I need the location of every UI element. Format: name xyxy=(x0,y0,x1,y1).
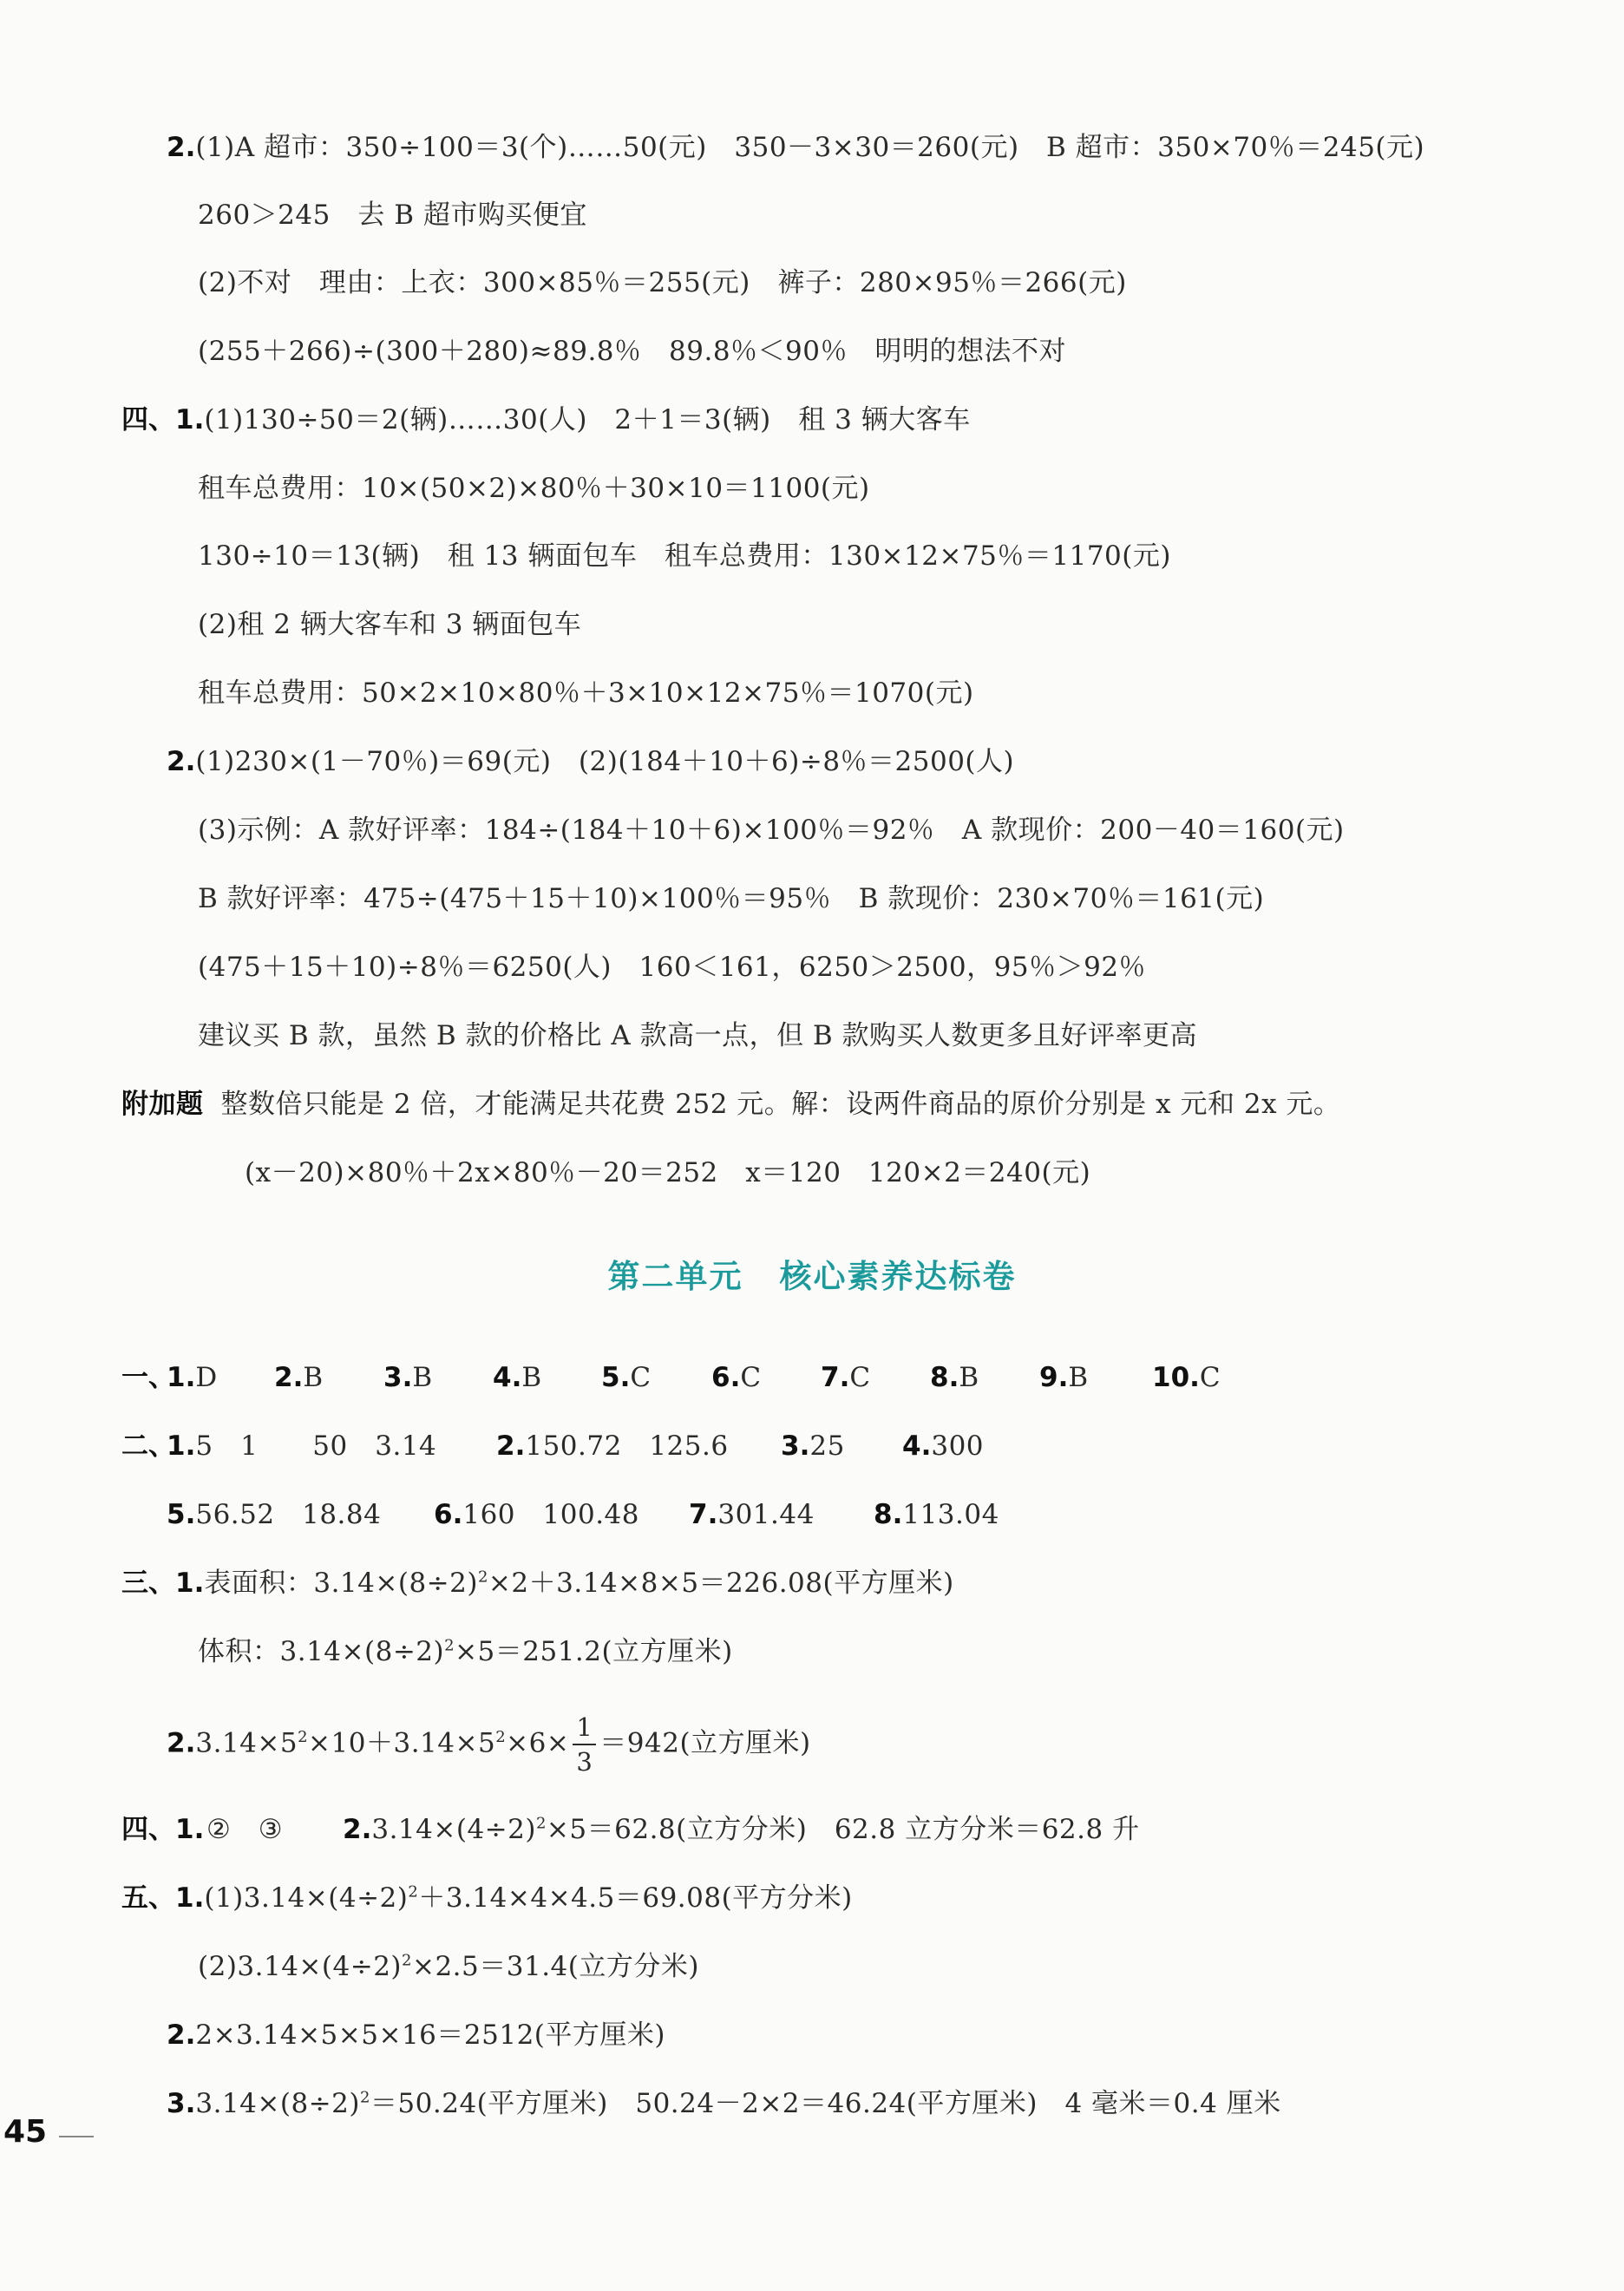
line-5-1-a: 五、$1.(1)3.14\times(4\div 2)^2+3.14\times 4\times 4.5=69.08$(平方分米) xyxy=(121,1882,853,1914)
fill-item: 7.301.44 xyxy=(689,1499,815,1530)
fill-item: 5.56.52 18.84 xyxy=(167,1499,382,1530)
section-tag: 一、 xyxy=(121,1362,175,1393)
mc-item: 3.B xyxy=(383,1362,433,1393)
fill-item: 3.25 xyxy=(781,1430,845,1462)
question-number: 四、1. xyxy=(121,1814,205,1845)
answer-text: (255＋266)÷(300＋280)≈89.8％ 89.8％＜90％ 明明的想法不对 xyxy=(198,336,1066,367)
answer-text: 租车总费用：50×2×10×80％＋3×10×12×75％＝1070(元) xyxy=(198,677,974,709)
line-4-2-b xyxy=(198,880,1264,918)
answer-text: (2)租 2 辆大客车和 3 辆面包车 xyxy=(198,609,582,640)
mc-item: 10.C xyxy=(1152,1362,1221,1393)
bonus-label: 附加题 xyxy=(121,1089,204,1120)
mc-item: 2.B xyxy=(274,1362,324,1393)
answer-text: 建议买 B 款，虽然 B 款的价格比 A 款高一点，但 B 款购买人数更多且好评率更高 xyxy=(198,1020,1198,1051)
answer-text: (x－20)×80％＋2x×80％－20＝252 x＝120 120×2＝240(元) xyxy=(245,1157,1091,1188)
answer-text: (1)130÷50＝2(辆)……30(人) 2＋1＝3(辆) 租 3 辆大客车 xyxy=(204,404,971,435)
fill-item: 8.113.04 xyxy=(874,1499,999,1530)
line-4-2-compare xyxy=(198,948,1146,986)
mc-item: 7.C xyxy=(821,1362,871,1393)
line-5-1-b: $(2)3.14\times(4\div 2)^2\times 2.5=31.4$(立方分米) xyxy=(198,1951,699,1982)
line-5-3: $3.3.14\times(8\div 2)^2=50.24$(平方厘米) 50.24－2×2＝46.24(平方厘米) 4 毫米＝0.4 厘米 xyxy=(167,2088,1281,2119)
question-number: 四、1. xyxy=(121,404,205,435)
line-3-1-area: 三、1.表面积：$3.14\times(8\div 2)^2\times 2+3.14\times 8\times 5=226.08$(平方厘米) xyxy=(121,1568,954,1599)
line-4-1-cost2 xyxy=(198,674,974,712)
line-2-1-cont xyxy=(198,196,587,234)
fill-item: 1.5 1 50 3.14 xyxy=(167,1430,437,1462)
answer-text: ② ③ xyxy=(206,1814,284,1845)
mc-item: 4.B xyxy=(493,1362,542,1393)
line-3-1-volume: 体积：$3.14\times(8\div 2)^2\times 5=251.2$(立方厘米) xyxy=(198,1636,733,1667)
line-4-1 xyxy=(121,401,971,439)
line-4-2 xyxy=(167,743,1014,781)
question-number: 2. xyxy=(167,746,196,777)
line-3-2: $2.3.14\times 5^2\times 10+3.14\times 5^2\times 6\times$ $\frac{1}{3}$ ＝942(立方厘米) xyxy=(167,1712,811,1777)
line-4-1-cost1 xyxy=(198,469,870,507)
question-number: 2. xyxy=(167,1727,196,1759)
line-4-2-a xyxy=(198,811,1345,849)
test-name: 核心素养达标卷 xyxy=(779,1258,1017,1295)
fraction-one-third: $\frac{1}{3}$ xyxy=(573,1711,596,1778)
section-tag: 二、 xyxy=(121,1430,175,1462)
fill-item: 6.160 100.48 xyxy=(434,1499,639,1530)
answer-text: 租车总费用：10×(50×2)×80％＋30×10＝1100(元) xyxy=(198,473,870,504)
line-bonus xyxy=(121,1085,1340,1123)
unit-name: 第二单元 xyxy=(607,1258,743,1295)
q2-answer: $2.3.14\times(4\div 2)^2\times 5=62.8$(立方分米) 62.8 立方分米＝62.8 升 xyxy=(343,1814,1140,1845)
page-number: 45 xyxy=(3,2114,48,2150)
answer-text: 整数倍只能是 2 倍，才能满足共花费 252 元。解：设两件商品的原价分别是 x 元和 2x 元。 xyxy=(220,1089,1341,1120)
line-4-1-vans xyxy=(198,537,1171,575)
mc-item: 1.D xyxy=(167,1362,218,1393)
answer-text: B 款好评率：475÷(475＋15＋10)×100％＝95％ B 款现价：230×70％＝161(元) xyxy=(198,883,1265,914)
question-number: 2. xyxy=(167,132,196,163)
line-4-1-part2 xyxy=(198,605,581,644)
question-number: 2. xyxy=(167,2019,196,2051)
answer-text: 130÷10＝13(辆) 租 13 辆面包车 租车总费用：130×12×75％＝1170(元) xyxy=(198,540,1171,572)
answer-text: (1)A 超市：350÷100＝3(个)……50(元) 350－3×30＝260(元) B 超市：350×70％＝245(元) xyxy=(195,132,1425,163)
question-number: 五、1. xyxy=(121,1882,205,1914)
question-number: 三、1. xyxy=(121,1568,205,1599)
mc-item: 6.C xyxy=(711,1362,762,1393)
line-2-2-cont xyxy=(198,332,1066,370)
section-title xyxy=(0,1250,1624,1297)
mc-item: 9.B xyxy=(1039,1362,1089,1393)
answer-text: (1)230×(1－70％)＝69(元) (2)(184＋10＋6)÷8％＝2500(人) xyxy=(195,746,1015,777)
line-2-1 xyxy=(167,128,1424,167)
line-4-2-advice xyxy=(198,1017,1197,1055)
answer-text: (475＋15＋10)÷8％＝6250(人) 160＜161，6250＞2500，95％＞92％ xyxy=(198,952,1147,983)
answer-text: 260＞245 去 B 超市购买便宜 xyxy=(198,200,587,231)
fill-item: 4.300 xyxy=(902,1430,985,1462)
fill-item: 2.150.72 125.6 xyxy=(496,1430,729,1462)
page-number-rule xyxy=(59,2136,94,2137)
line-bonus-solution xyxy=(245,1154,1090,1192)
mc-item: 5.C xyxy=(601,1362,652,1393)
question-number: 3. xyxy=(167,2088,196,2119)
answer-text: (3)示例：A 款好评率：184÷(184＋10＋6)×100％＝92％ A 款现价：200－40＝160(元) xyxy=(198,815,1345,846)
line-2-2 xyxy=(198,264,1127,302)
line-5-2: 2.2×3.14×5×5×16＝2512(平方厘米) xyxy=(167,2019,665,2051)
mc-item: 8.B xyxy=(930,1362,979,1393)
answer-text: (2)不对 理由：上衣：300×85％＝255(元) 裤子：280×95％＝266(元) xyxy=(198,267,1127,298)
